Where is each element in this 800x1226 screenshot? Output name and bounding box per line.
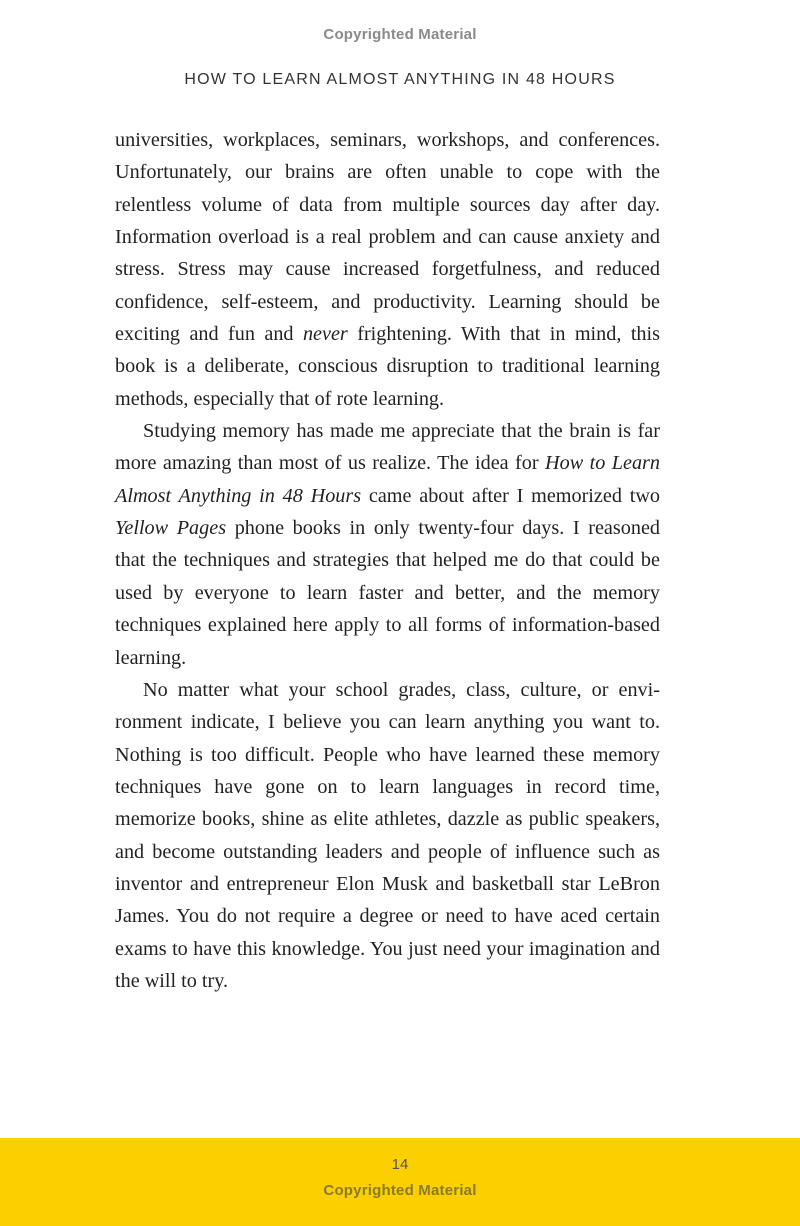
text-segment: frightening. With that in mind, this book is a deliberate, conscious disruption to traditional learning methods, especially that of rote learning. [115, 323, 660, 410]
copyright-notice-top: Copyrighted Material [323, 26, 477, 43]
text-segment: universities, workplaces, seminars, workshops, and conferences. Unfortunately, our brains are often unable to cope with the relentless volume of data from multiple sources day after day. Information overload is a real problem and can cause anxiety and stress. Stress may cause increased forgetfulness, and reduced confidence, self-esteem, and productivity. Learning should be exciting and fun and [115, 129, 660, 346]
footer-band [0, 1138, 800, 1226]
text-segment: No matter what your school grades, class, culture, or environment indicate, I believe you can learn anything you want to. Nothing is too difficult. People who have learned these memory techniques have gone on to learn languages in record time, memorize books, shine as elite athletes, dazzle as public speakers, and become outstanding leaders and people of influence such as inventor and entrepreneur Elon Musk and basketball star LeBron James. You do not require a degree or need to have aced certain exams to have this knowledge. You just need your imagination and the will to try. [115, 678, 660, 992]
paragraph-3 [115, 674, 660, 997]
text-segment-italic: never [302, 323, 348, 346]
paragraph-1 [115, 124, 660, 415]
book-title-italic: How to Learn Almost Anything in 48 Hours [115, 452, 660, 507]
body-text [115, 124, 660, 997]
yellow-pages-italic: Yellow Pages [115, 517, 227, 540]
copyright-notice-bottom: Copyrighted Material [323, 1182, 477, 1199]
text-segment: came about after I memorized two [361, 484, 660, 507]
text-segment: Studying memory has made me appreciate that the brain is far more amazing than most of us realize. The idea for [115, 420, 660, 475]
running-head: HOW TO LEARN ALMOST ANYTHING IN 48 HOURS [184, 71, 616, 88]
paragraph-2 [115, 415, 660, 674]
text-segment: phone books in only twenty-four days. I reasoned that the techniques and strategies that helped me do that could be used by everyone to learn faster and better, and the memory techniques explained here apply to all forms of information-based learning. [115, 517, 660, 669]
page-number: 14 [391, 1156, 409, 1173]
